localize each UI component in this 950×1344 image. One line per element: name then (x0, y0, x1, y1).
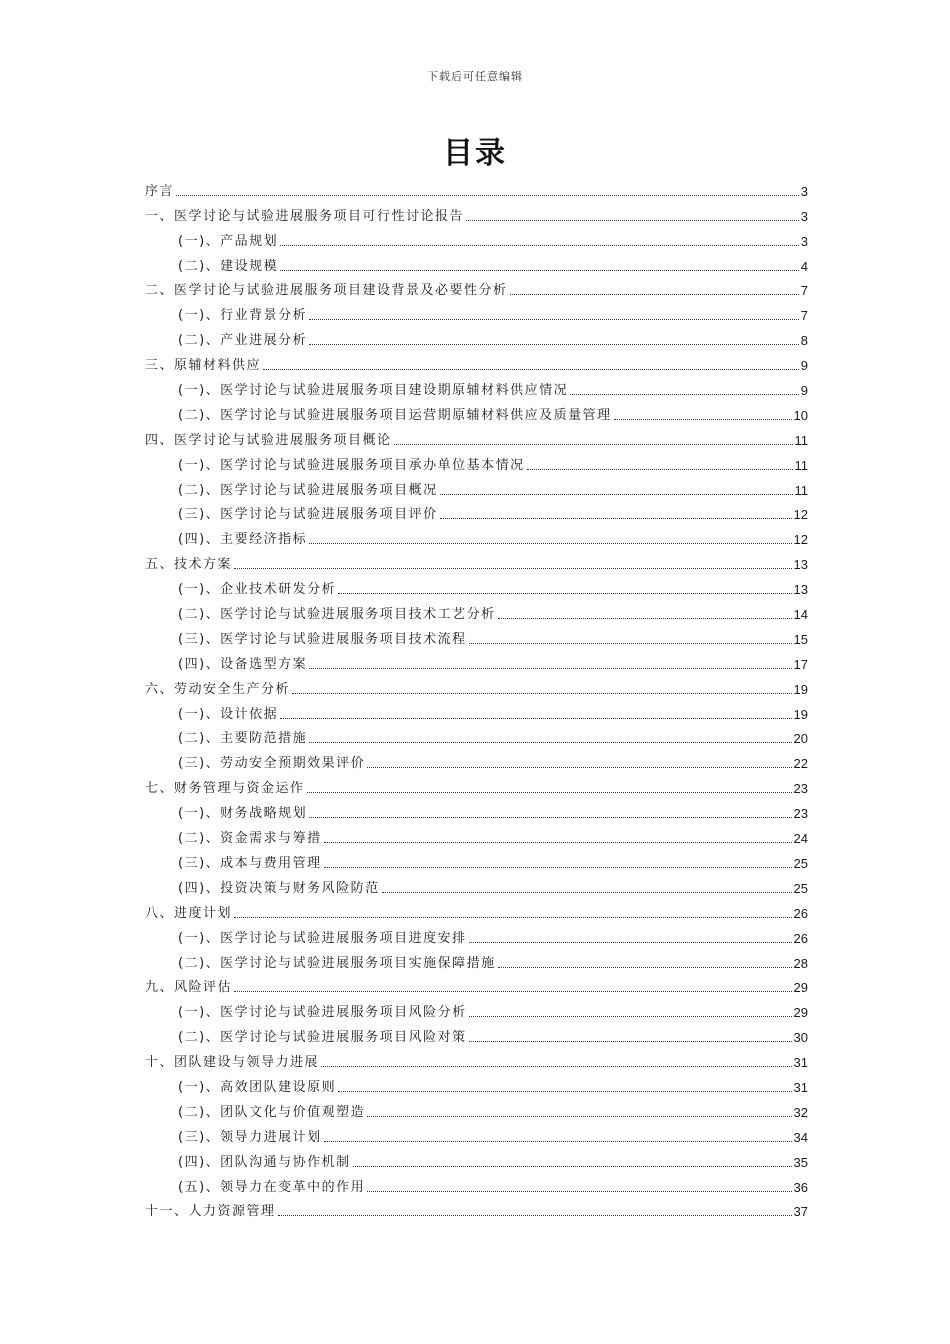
toc-entry-label: (一)、高效团队建设原则 (178, 1079, 337, 1095)
toc-entry-page-number: 37 (793, 1204, 808, 1220)
toc-entry[interactable] (145, 971, 808, 996)
toc-entry-label: 十、团队建设与领导力进展 (145, 1055, 320, 1071)
toc-entry-label: 五、技术方案 (145, 557, 233, 573)
toc-leader-dots (234, 991, 792, 992)
toc-entry-page-number: 25 (793, 855, 808, 871)
toc-entry-page-number: 29 (793, 980, 808, 996)
toc-entry[interactable] (145, 473, 808, 498)
toc-entry-page-number: 26 (793, 930, 808, 946)
toc-entry-label: (二)、医学讨论与试验进展服务项目运营期原辅材料供应及质量管理 (178, 407, 612, 423)
toc-entry-page-number: 36 (793, 1179, 808, 1195)
toc-entry-label: (三)、医学讨论与试验进展服务项目技术流程 (178, 631, 467, 647)
toc-entry-page-number: 23 (793, 781, 808, 797)
toc-entry[interactable] (145, 448, 808, 473)
toc-entry-label: (三)、劳动安全预期效果评价 (178, 756, 366, 772)
toc-entry[interactable] (145, 771, 808, 796)
toc-entry-page-number: 24 (793, 831, 808, 847)
toc-entry-label: (四)、主要经济指标 (178, 532, 308, 548)
toc-entry-page-number: 29 (793, 1005, 808, 1021)
toc-leader-dots (614, 419, 792, 420)
toc-entry-page-number: 14 (793, 607, 808, 623)
toc-entry-page-number: 31 (793, 1079, 808, 1095)
toc-entry[interactable] (145, 1120, 808, 1145)
toc-entry[interactable] (145, 821, 808, 846)
toc-entry[interactable] (145, 274, 808, 299)
toc-entry-page-number: 31 (793, 1055, 808, 1071)
toc-leader-dots (498, 618, 792, 619)
toc-entry-label: (一)、医学讨论与试验进展服务项目建设期原辅材料供应情况 (178, 383, 569, 399)
toc-leader-dots (570, 394, 799, 395)
toc-entry-page-number: 4 (800, 258, 808, 274)
toc-entry-page-number: 12 (793, 532, 808, 548)
toc-entry[interactable] (145, 1170, 808, 1195)
toc-entry-label: 六、劳动安全生产分析 (145, 681, 291, 697)
toc-entry[interactable] (145, 373, 808, 398)
toc-entry[interactable] (145, 498, 808, 523)
toc-entry[interactable] (145, 1145, 808, 1170)
toc-leader-dots (234, 568, 792, 569)
table-of-contents (145, 174, 808, 1219)
toc-entry[interactable] (145, 722, 808, 747)
toc-entry[interactable] (145, 946, 808, 971)
toc-leader-dots (280, 718, 791, 719)
toc-entry[interactable] (145, 1195, 808, 1220)
toc-leader-dots (382, 892, 792, 893)
toc-leader-dots (440, 518, 792, 519)
toc-entry-page-number: 26 (793, 905, 808, 921)
toc-entry-label: (二)、主要防范措施 (178, 731, 308, 747)
toc-leader-dots (309, 319, 799, 320)
toc-entry[interactable] (145, 1045, 808, 1070)
toc-entry[interactable] (145, 1020, 808, 1045)
toc-entry-label: (三)、领导力进展计划 (178, 1129, 322, 1145)
toc-entry[interactable] (145, 597, 808, 622)
toc-entry[interactable] (145, 224, 808, 249)
toc-entry-page-number: 28 (793, 955, 808, 971)
toc-leader-dots (280, 245, 799, 246)
toc-entry-page-number: 32 (793, 1104, 808, 1120)
toc-leader-dots (309, 668, 791, 669)
toc-leader-dots (469, 1041, 792, 1042)
toc-entry-page-number: 3 (800, 233, 808, 249)
toc-entry-page-number: 30 (793, 1030, 808, 1046)
toc-entry-label: 九、风险评估 (145, 980, 233, 996)
toc-entry[interactable] (145, 1070, 808, 1095)
toc-entry[interactable] (145, 398, 808, 423)
toc-leader-dots (176, 195, 799, 196)
toc-entry[interactable] (145, 871, 808, 896)
toc-entry-label: (三)、成本与费用管理 (178, 855, 322, 871)
toc-leader-dots (527, 469, 793, 470)
toc-leader-dots (309, 817, 791, 818)
toc-entry-label: 序言 (145, 183, 175, 199)
toc-leader-dots (469, 643, 792, 644)
toc-leader-dots (324, 1141, 792, 1142)
toc-entry[interactable] (145, 174, 808, 199)
toc-entry-page-number: 22 (793, 756, 808, 772)
toc-entry[interactable] (145, 547, 808, 572)
toc-entry-label: 八、进度计划 (145, 905, 233, 921)
toc-entry-label: (一)、行业背景分析 (178, 308, 308, 324)
toc-entry[interactable] (145, 622, 808, 647)
toc-entry-page-number: 23 (793, 806, 808, 822)
toc-entry-label: (二)、医学讨论与试验进展服务项目技术工艺分析 (178, 607, 496, 623)
toc-leader-dots (498, 967, 792, 968)
header-note: 下载后可任意编辑 (427, 70, 523, 83)
toc-entry-page-number: 7 (800, 283, 808, 299)
toc-leader-dots (280, 270, 799, 271)
toc-entry-page-number: 34 (793, 1129, 808, 1145)
toc-entry-page-number: 10 (793, 407, 808, 423)
toc-leader-dots (367, 767, 791, 768)
toc-entry-label: 七、财务管理与资金运作 (145, 781, 305, 797)
toc-entry-page-number: 17 (793, 656, 808, 672)
toc-entry-label: (四)、设备选型方案 (178, 656, 308, 672)
toc-leader-dots (353, 1166, 792, 1167)
toc-entry-page-number: 19 (793, 681, 808, 697)
toc-entry-page-number: 11 (794, 432, 808, 448)
toc-entry-label: (一)、产品规划 (178, 233, 279, 249)
toc-entry[interactable] (145, 249, 808, 274)
toc-leader-dots (440, 494, 793, 495)
toc-entry-label: 二、医学讨论与试验进展服务项目建设背景及必要性分析 (145, 283, 508, 299)
toc-entry-label: (一)、医学讨论与试验进展服务项目承办单位基本情况 (178, 457, 525, 473)
toc-entry[interactable] (145, 298, 808, 323)
toc-entry-page-number: 15 (793, 631, 808, 647)
toc-entry[interactable] (145, 896, 808, 921)
toc-entry-label: (一)、医学讨论与试验进展服务项目进度安排 (178, 930, 467, 946)
toc-entry-label: (五)、领导力在变革中的作用 (178, 1179, 366, 1195)
toc-entry[interactable] (145, 522, 808, 547)
toc-leader-dots (307, 792, 792, 793)
toc-entry-page-number: 7 (800, 308, 808, 324)
toc-entry-label: (二)、团队文化与价值观塑造 (178, 1104, 366, 1120)
toc-entry[interactable] (145, 995, 808, 1020)
toc-entry[interactable] (145, 348, 808, 373)
toc-entry-label: 一、医学讨论与试验进展服务项目可行性讨论报告 (145, 208, 465, 224)
toc-leader-dots (292, 693, 792, 694)
toc-entry-label: (二)、产业进展分析 (178, 333, 308, 349)
toc-leader-dots (263, 369, 799, 370)
toc-entry-page-number: 11 (794, 482, 808, 498)
toc-leader-dots (321, 1066, 792, 1067)
toc-entry-page-number: 13 (793, 557, 808, 573)
toc-leader-dots (309, 344, 799, 345)
toc-leader-dots (510, 294, 799, 295)
toc-entry[interactable] (145, 746, 808, 771)
toc-entry-page-number: 12 (793, 507, 808, 523)
toc-entry[interactable] (145, 199, 808, 224)
toc-entry-page-number: 3 (800, 183, 808, 199)
toc-entry-label: (一)、设计依据 (178, 706, 279, 722)
toc-entry[interactable] (145, 697, 808, 722)
toc-leader-dots (324, 867, 792, 868)
toc-leader-dots (466, 220, 799, 221)
toc-entry-page-number: 20 (793, 731, 808, 747)
toc-entry-page-number: 11 (794, 457, 808, 473)
toc-entry-label: (二)、医学讨论与试验进展服务项目概况 (178, 482, 438, 498)
toc-entry-label: (二)、医学讨论与试验进展服务项目风险对策 (178, 1030, 467, 1046)
toc-leader-dots (338, 1091, 791, 1092)
toc-entry[interactable] (145, 647, 808, 672)
toc-entry-page-number: 25 (793, 880, 808, 896)
toc-entry[interactable] (145, 323, 808, 348)
toc-entry[interactable] (145, 423, 808, 448)
toc-entry-label: (一)、医学讨论与试验进展服务项目风险分析 (178, 1005, 467, 1021)
page-title: 目录 (443, 136, 507, 171)
toc-leader-dots (394, 444, 793, 445)
toc-entry-label: (二)、建设规模 (178, 258, 279, 274)
toc-entry-label: 十一、人力资源管理 (145, 1204, 276, 1220)
toc-leader-dots (367, 1116, 791, 1117)
toc-entry[interactable] (145, 672, 808, 697)
toc-leader-dots (278, 1215, 792, 1216)
toc-entry-label: (一)、财务战略规划 (178, 806, 308, 822)
toc-entry-label: (二)、医学讨论与试验进展服务项目实施保障措施 (178, 955, 496, 971)
toc-entry-label: (四)、投资决策与财务风险防范 (178, 880, 380, 896)
toc-entry[interactable] (145, 796, 808, 821)
toc-entry-page-number: 9 (800, 383, 808, 399)
toc-entry-page-number: 9 (800, 358, 808, 374)
toc-leader-dots (324, 842, 792, 843)
toc-entry-page-number: 13 (793, 582, 808, 598)
toc-leader-dots (338, 593, 791, 594)
toc-entry[interactable] (145, 572, 808, 597)
toc-leader-dots (469, 1016, 792, 1017)
toc-entry-label: (一)、企业技术研发分析 (178, 582, 337, 598)
toc-entry-label: 三、原辅材料供应 (145, 358, 262, 374)
toc-entry-page-number: 3 (800, 208, 808, 224)
toc-entry-page-number: 35 (793, 1154, 808, 1170)
toc-leader-dots (309, 742, 791, 743)
toc-leader-dots (469, 942, 792, 943)
toc-entry[interactable] (145, 1095, 808, 1120)
toc-entry[interactable] (145, 846, 808, 871)
toc-entry[interactable] (145, 921, 808, 946)
toc-entry-page-number: 8 (800, 333, 808, 349)
toc-leader-dots (309, 543, 791, 544)
toc-entry-label: 四、医学讨论与试验进展服务项目概论 (145, 432, 392, 448)
toc-leader-dots (234, 917, 792, 918)
toc-entry-label: (三)、医学讨论与试验进展服务项目评价 (178, 507, 438, 523)
toc-entry-page-number: 19 (793, 706, 808, 722)
toc-entry-label: (二)、资金需求与筹措 (178, 831, 322, 847)
toc-leader-dots (367, 1191, 791, 1192)
toc-entry-label: (四)、团队沟通与协作机制 (178, 1154, 351, 1170)
